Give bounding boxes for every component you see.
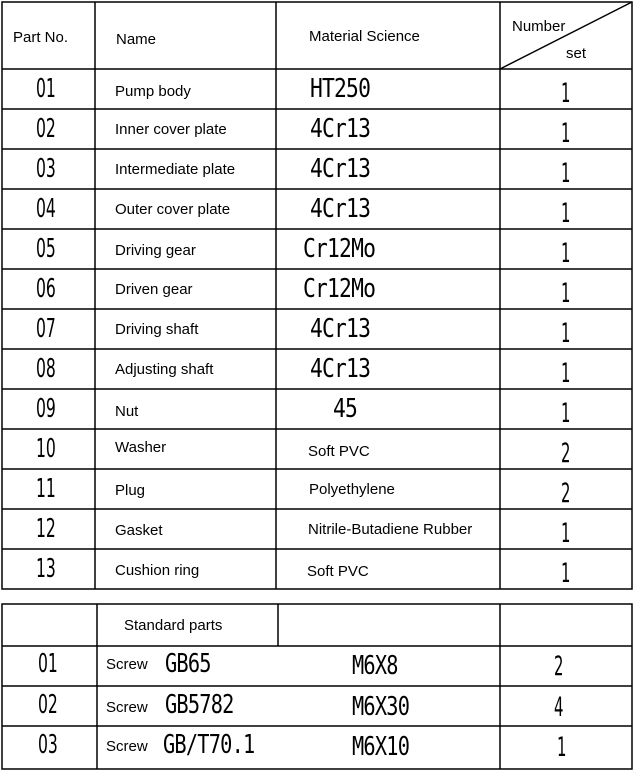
standard-no-cell: 01 (38, 649, 58, 679)
quantity-cell: 1 (561, 398, 571, 429)
header-material: Material Science (309, 28, 420, 45)
standard-label-cell: Screw (106, 699, 148, 716)
part-no-cell: 11 (36, 474, 56, 504)
quantity-cell: 1 (561, 238, 571, 269)
part-name-cell: Inner cover plate (115, 121, 227, 138)
part-name-cell: Outer cover plate (115, 201, 231, 218)
standard-code-cell: GB65 (165, 649, 211, 679)
quantity-cell: 1 (561, 118, 571, 149)
part-name-cell: Gasket (115, 522, 163, 539)
quantity-cell: 1 (561, 198, 571, 229)
quantity-cell: 1 (561, 278, 571, 309)
material-cell: HT250 (310, 74, 371, 104)
part-no-cell: 07 (36, 314, 56, 344)
part-no-cell: 08 (36, 354, 56, 384)
header-number: Number (512, 18, 566, 35)
standard-label-cell: Screw (106, 656, 148, 673)
quantity-cell: 1 (561, 158, 571, 189)
part-name-cell: Adjusting shaft (115, 361, 214, 378)
quantity-cell: 1 (561, 358, 571, 389)
material-cell: 4Cr13 (310, 314, 371, 344)
material-cell: 4Cr13 (310, 354, 371, 384)
standard-code-cell: GB5782 (165, 690, 234, 720)
quantity-cell: 1 (561, 518, 571, 549)
standard-no-cell: 02 (38, 690, 58, 720)
material-cell: Cr12Mo (303, 234, 376, 264)
standard-label-cell: Screw (106, 738, 148, 755)
part-name-cell: Cushion ring (115, 562, 200, 579)
standard-size-cell: M6X8 (352, 651, 398, 681)
part-no-cell: 12 (36, 514, 56, 544)
part-name-cell: Washer (115, 439, 167, 456)
standard-quantity-cell: 2 (554, 651, 564, 682)
material-cell: 45 (333, 394, 358, 424)
standard-size-cell: M6X30 (352, 692, 410, 722)
quantity-cell: 1 (561, 558, 571, 589)
standard-quantity-cell: 4 (554, 692, 564, 723)
part-no-cell: 06 (36, 274, 56, 304)
standard-quantity-cell: 1 (557, 732, 567, 763)
part-no-cell: 13 (36, 554, 56, 584)
material-cell: Nitrile-Butadiene Rubber (308, 521, 473, 538)
material-cell: Polyethylene (309, 481, 395, 498)
material-cell: 4Cr13 (310, 194, 371, 224)
part-no-cell: 02 (36, 114, 56, 144)
part-no-cell: 01 (36, 74, 56, 104)
part-no-cell: 03 (36, 154, 56, 184)
standard-code-cell: GB/T70.1 (163, 730, 255, 760)
quantity-cell: 2 (561, 438, 571, 469)
header-set: set (566, 45, 587, 62)
quantity-cell: 1 (561, 318, 571, 349)
quantity-cell: 2 (561, 478, 571, 509)
material-cell: Soft PVC (307, 563, 369, 580)
part-name-cell: Pump body (115, 83, 191, 100)
header-name: Name (116, 31, 157, 48)
part-name-cell: Plug (115, 482, 146, 499)
part-name-cell: Driving shaft (115, 321, 199, 338)
material-cell: Cr12Mo (303, 274, 376, 304)
part-name-cell: Driven gear (115, 281, 193, 298)
header-part-no: Part No. (13, 29, 69, 46)
quantity-cell: 1 (561, 78, 571, 109)
part-name-cell: Intermediate plate (115, 161, 236, 178)
standard-size-cell: M6X10 (352, 732, 410, 762)
part-no-cell: 10 (36, 434, 56, 464)
part-no-cell: 04 (36, 194, 56, 224)
part-no-cell: 05 (36, 234, 56, 264)
part-no-cell: 09 (36, 394, 56, 424)
material-cell: 4Cr13 (310, 114, 371, 144)
standard-no-cell: 03 (38, 730, 58, 760)
material-cell: 4Cr13 (310, 154, 371, 184)
part-name-cell: Nut (115, 403, 139, 420)
part-name-cell: Driving gear (115, 242, 196, 259)
material-cell: Soft PVC (308, 443, 370, 460)
standard-parts-title: Standard parts (124, 617, 223, 634)
